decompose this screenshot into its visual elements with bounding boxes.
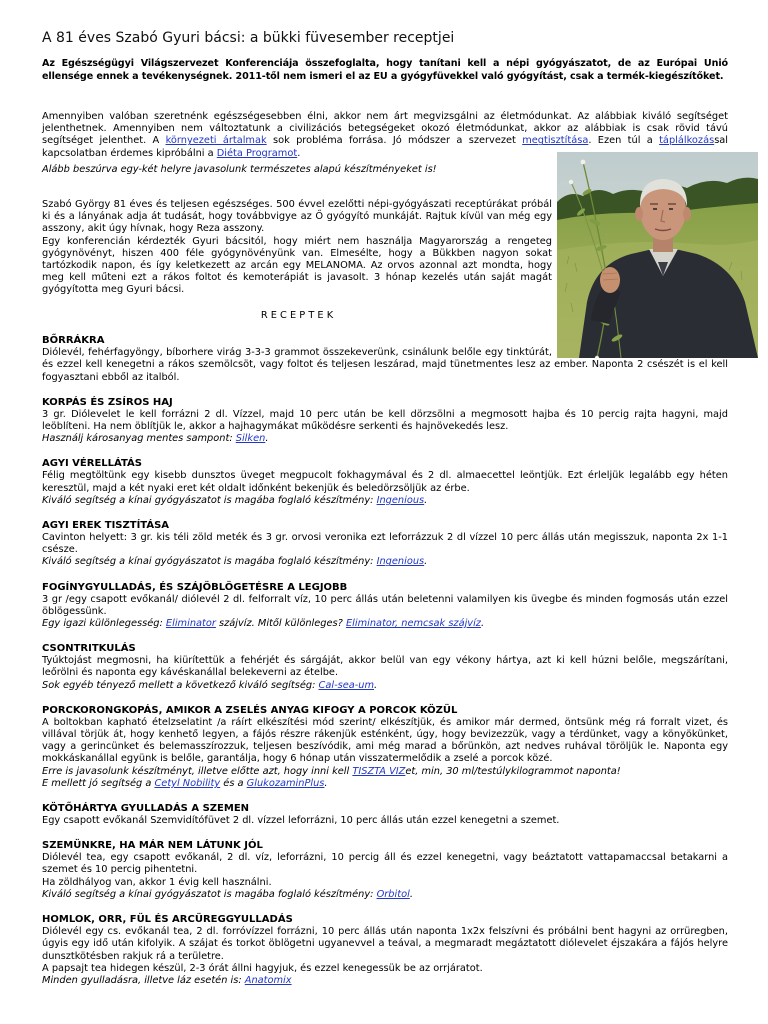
text-segment: E mellett jó segítség a [42, 777, 155, 789]
eliminator-nemcsak-szajviz-link[interactable]: Eliminator, nemcsak szájvíz [345, 618, 481, 630]
recipe-section [42, 519, 728, 569]
recipe-heading: FOGÍNYGYULLADÁS, ÉS SZÁJÖBLÖGETÉSRE A LEGJOBB [42, 581, 348, 593]
text-segment: . Ezen túl a [588, 135, 660, 147]
recipe-text: 3 gr. Diólevelet le kell forrázni 2 dl. Vízzel, majd 10 perc után be kell dörzsölni a megmosott hajba és 10 percig rajta hagyni, majd leöblíteni. Ha nem öblítjük le, akkor a hajhagymákat működésre serkenti és hajnövekedés lesz. [42, 408, 728, 433]
text-segment: . [480, 618, 485, 630]
recipe-text: Diólevél, fehérfagyöngy, bíborhere virág 3-3-3 grammot összekeverünk, csinálunk belőle egy tinktúrát, és ezzel kell kenegetni a rákos szemölcsöt, vagy foltot és teljesen leszárad, majd tünetmentes lesz az ember. Naponta 2 csészét is el kell fogyasztani ebből az italból. [42, 347, 728, 383]
recipe-heading: BŐRRÁKRA [42, 335, 105, 347]
text-segment: . [424, 494, 428, 506]
ingenious-link[interactable]: Ingenious [376, 494, 425, 506]
recipe-heading: KÖTŐHÁRTYA GYULLADÁS A SZEMEN [42, 803, 250, 815]
recipe-note [42, 975, 728, 987]
recipe-heading: PORCKORONGKOPÁS, AMIKOR A ZSELÉS ANYAG KIFOGY A PORCOK KÖZÜL [42, 704, 458, 716]
text-segment: Amennyiben valóban szeretnénk egészségesebben élni, akkor nem árt megvizsgálni az életmódunkat. Az alábbiak kiváló segítséget jelenthetnek. Amennyiben nem változtatunk a civilizációs betegségeket okozó életmódunkat, akkor az alábbiak is csak rövid távú segítséget jelenthet. A [42, 110, 728, 147]
text-segment: Minden gyulladásra, illetve láz esetén is: [42, 974, 245, 986]
cal-sea-um-link[interactable]: Cal-sea-um [318, 679, 375, 691]
recipe-text: Tyúktojást megmosni, ha kiürítettük a fehérjét és sárgáját, akkor belül van egy vékony hártya, azt ki kell húzni belőle, megszárítani, leőrölni és naponta egy kávéskanállal belekeverni az ételbe. [42, 655, 728, 679]
orbitol-link[interactable]: Orbitol [376, 888, 410, 900]
anatomix-link[interactable]: Anatomix [244, 974, 292, 986]
article-title: A 81 éves Szabó Gyuri bácsi: a bükki füvesember receptjei [42, 30, 455, 46]
recipe-section [42, 457, 728, 507]
recipe-section [42, 802, 728, 827]
text-segment: . [424, 556, 428, 568]
text-segment: . [324, 777, 328, 789]
text-segment: Kiváló segítség a kínai gyógyászatot is magába foglaló készítmény: [42, 494, 377, 506]
recipe-note [42, 618, 728, 630]
recipe-text: Egy csapott evőkanál Szemvidítófüvet 2 dl. vízzel leforrázni, 10 perc állás után ezzel kenegetni a szemet. [42, 815, 560, 827]
recipe-heading: CSONTRITKULÁS [42, 643, 136, 655]
recipe-section [42, 839, 728, 901]
text-segment: . [297, 147, 301, 159]
recipe-section [42, 704, 728, 790]
recipe-heading: KORPÁS ÉS ZSÍROS HAJ [42, 396, 173, 408]
recipe-section [42, 396, 728, 446]
recipe-section [42, 581, 728, 631]
text-segment: Használj károsanyag mentes sampont: [42, 433, 236, 445]
recipes-heading: R E C E P T E K [260, 310, 334, 321]
dieta-programot-link[interactable]: Diéta Programot [216, 147, 298, 159]
recipe-text: Cavinton helyett: 3 gr. kis téli zöld meték és 3 gr. orvosi veronika ezt leforrázzuk 2 dl vízzel 10 perc állás után megisszuk, naponta 2x 1-1 csésze. [42, 532, 728, 556]
recipe-text: Diólevél tea, egy csapott evőkanál, 2 dl. víz, leforrázni, 10 percig áll és ezzel kenegetni, vagy beáztatott vattapamaccsal betakarni a szemet és 10 percig pihentetni. [42, 852, 728, 876]
tiszta-viz-link[interactable]: TISZTA VIZ [352, 765, 406, 777]
photo-image [557, 152, 758, 358]
eliminator-link[interactable]: Eliminator [165, 618, 216, 630]
text-segment: sal kapcsolatban érdemes kipróbálni a [42, 135, 729, 159]
recipe-note [42, 766, 728, 778]
taplalkozas-link[interactable]: táplálkozás [659, 135, 715, 147]
recipe-text: Diólevél egy cs. evőkanál tea, 2 dl. forróvízzel forrázni, 10 perc állás után naponta 1x2x felszívni és próbálni bent hagyni az orrüregben, úgyis egy idő után kifolyik. A szájat és torkot öblögetni ugyanevvel a teával, a megmaradt megáztatott diólevelet éjszakára a fájós helyre dunsztkötésben rakjuk rá a területre. [42, 926, 728, 962]
silken-link[interactable]: Silken [235, 433, 266, 445]
recipe-text: Ha zöldhályog van, akkor 1 évig kell használni. [42, 876, 272, 888]
text-segment: et, min, 30 ml/testúlykilogrammot naponta! [405, 765, 621, 777]
recipe-section [42, 913, 728, 987]
recipe-heading: AGYI EREK TISZTÍTÁSA [42, 520, 170, 532]
recipe-note [42, 680, 728, 692]
glukozaminplus-link[interactable]: GlukozaminPlus [246, 777, 325, 789]
text-segment: Kiváló segítség a kínai gyógyászatot is magába foglaló készítmény: [42, 888, 377, 900]
text-segment: szájvíz. Mitől különleges? [215, 618, 346, 630]
recipe-note [42, 889, 728, 901]
story-paragraph: Szabó György 81 éves és teljesen egészséges. 500 évvel ezelőtti népi-gyógyászati receptúrákat próbál ki és a lányának adja át tudását, hogy továbbvigye az Ő gyógyító munkáját. Rajtuk kívül van még egy asszony, akit úgy hívnak, hogy Reza asszony. [42, 198, 552, 235]
text-segment: . [409, 888, 413, 900]
text-segment: sok probléma forrása. Jó módszer a szervezet [266, 135, 523, 147]
text-segment: Egy igazi különlegesség: [42, 618, 166, 630]
recipe-text: A boltokban kapható ételzselatint /a ráírt elkészítési mód szerint/ elkészítjük, és amikor már dermed, öntsünk még rá forralt vizet, és villával törjük át, hogy kenhető legyen, a fájós részre rákenjük esténként, úgy, hogy bevizezzük, vagy a térdünket, vagy a könyökünket, vagy a gerincünket és belemasszírozzuk, teljesen beszívódik, ami még marad a bőrünkön, azt nedves ruhával töröljük le. Naponta egy mokkáskanállal együnk is belőle, garantálja, hogy 6 hónap után visszatermelődik a zselé a porcok közé. [42, 716, 728, 765]
text-segment: és a [220, 777, 247, 789]
recipe-text: 3 gr /egy csapott evőkanál/ diólevél 2 dl. felforralt víz, 10 perc állás után beletenni valamilyen kis üvegbe és minden fogmosás után ezzel öblögessünk. [42, 593, 728, 617]
text-segment: . [374, 679, 378, 691]
cetyl-nobility-link[interactable]: Cetyl Nobility [154, 777, 221, 789]
recipe-heading: AGYI VÉRELLÁTÁS [42, 458, 142, 470]
text-segment: Kiváló segítség a kínai gyógyászatot is magába foglaló készítmény: [42, 556, 377, 568]
recipe-text: A papsajt tea hidegen készül, 2-3 órát állni hagyjuk, és ezzel kenegessük be az orrjáratot. [42, 962, 483, 974]
recipe-note [42, 433, 728, 445]
photo-gyuri-bacsi [557, 152, 758, 358]
recipe-note [42, 495, 728, 507]
text-segment: . [265, 433, 269, 445]
recipe-section [42, 642, 728, 692]
text-segment: Sok egyéb tényező mellett a következő kiváló segítség: [42, 679, 319, 691]
text-segment: Erre is javasolunk készítményt, illetve előtte azt, hogy inni kell [42, 765, 353, 777]
recipes-list [42, 334, 728, 987]
recipe-note [42, 556, 728, 568]
recipe-heading: SZEMÜNKRE, HA MÁR NEM LÁTUNK JÓL [42, 840, 263, 852]
intro-bold-paragraph: Az Egészségügyi Világszervezet Konferenciája összefoglalta, hogy tanítani kell a népi gyógyászatot, de az Európai Unió ellensége ennek a tevékenységnek. 2011-től nem ismeri el az EU a gyógyfüvekkel való gyógyítást, csak a termék-kiegészítőket. [42, 58, 728, 82]
megtisztitasa-link[interactable]: megtisztítása [522, 135, 589, 147]
recipe-text: Félig megtöltünk egy kisebb dunsztos üveget megpucolt fokhagymával és 2 dl. almaecettel leöntjük. Ezt érleljük legalább egy héten keresztül, majd a két nyaki eret két oldalt időnként bekenjük és beledörzsöljük az érbe. [42, 470, 728, 494]
recipe-note [42, 778, 728, 790]
kornyezeti-artalmak-link[interactable]: környezeti ártalmak [165, 135, 267, 147]
story-paragraph: Egy konferencián kérdezték Gyuri bácsitól, hogy miért nem használja Magyarország a rengeteg gyógynövényt, hiszen 400 féle gyógynövényünk van. Elmesélte, hogy a Bükkben nagyon sokat tartózkodik napon, és így keletkezett az arcán egy MELANOMA. Az orvos azonnal azt mondta, hogy meg kell műteni ezt a rákos foltot és kemoterápiát is javasolt. 3 hónap kezelés után saját magát gyógyította meg Gyuri bácsi. [42, 235, 552, 296]
ingenious-link[interactable]: Ingenious [376, 556, 425, 568]
recipe-heading: HOMLOK, ORR, FÜL ÉS ARCÜREGGYULLADÁS [42, 914, 293, 926]
lead-note: Alább beszúrva egy-két helyre javasolunk természetes alapú készítményeket is! [42, 163, 437, 175]
